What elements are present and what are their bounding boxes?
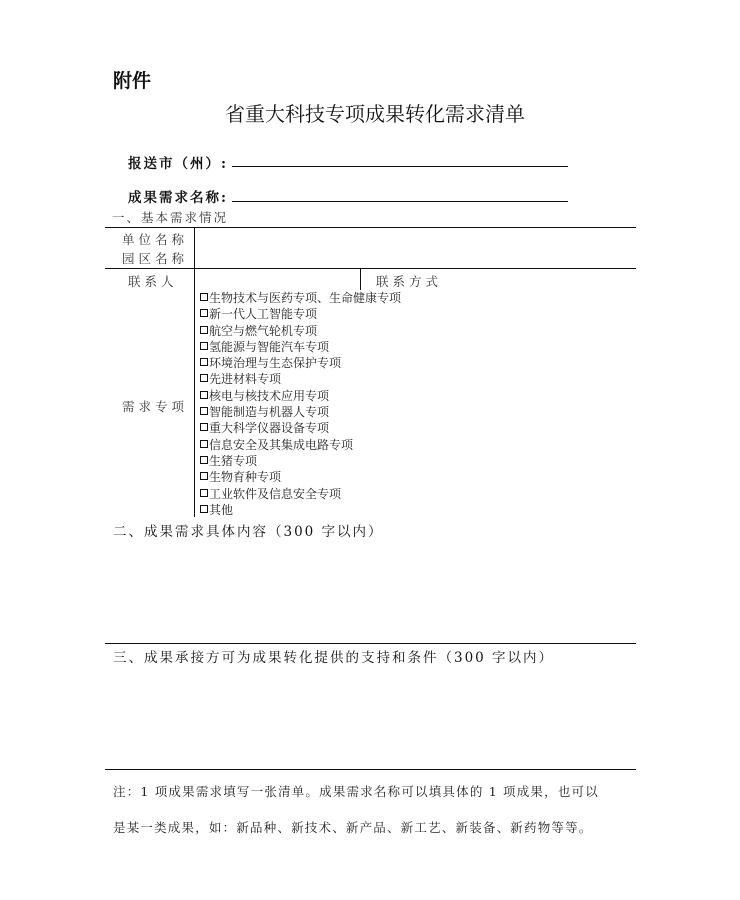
section2-bottom-border [105, 643, 636, 644]
topic-item[interactable]: 智能制造与机器人专项 [200, 404, 401, 420]
city-label: 报送市（州）: [128, 156, 228, 172]
contact-method-field[interactable] [440, 270, 630, 288]
checkbox-icon[interactable] [200, 407, 208, 415]
contact-method-label: 联系方式 [376, 274, 443, 289]
document-title [0, 98, 740, 127]
contact-person-label: 联系人 [128, 274, 178, 289]
city-input-line[interactable] [232, 166, 568, 167]
checkbox-icon[interactable] [200, 326, 208, 334]
unit-name-label: 单位名称 [122, 232, 189, 247]
checkbox-icon[interactable] [200, 374, 208, 382]
section1-heading: 一、基本需求情况 [112, 210, 229, 225]
contact-column-divider [360, 268, 361, 290]
checkbox-icon[interactable] [200, 489, 208, 497]
topic-item[interactable]: 先进材料专项 [200, 371, 401, 387]
park-name-label: 园区名称 [122, 251, 189, 266]
table-row-divider [105, 268, 636, 269]
section2-heading: 二、成果需求具体内容（300 字以内） [113, 524, 384, 540]
topic-item[interactable]: 工业软件及信息安全专项 [200, 486, 401, 502]
topic-item[interactable]: 航空与燃气轮机专项 [200, 323, 401, 339]
attachment-label: 附件 [113, 70, 152, 92]
document-title-text: 省重大科技专项成果转化需求清单 [225, 102, 525, 126]
topic-item[interactable]: 氢能源与智能汽车专项 [200, 339, 401, 355]
topic-item[interactable]: 信息安全及其集成电路专项 [200, 437, 401, 453]
checkbox-icon[interactable] [200, 309, 208, 317]
note-line-1: 注：1 项成果需求填写一张清单。成果需求名称可以填具体的 1 项成果，也可以 [113, 784, 599, 799]
demand-topic-label: 需求专项 [122, 399, 189, 414]
topic-item[interactable]: 新一代人工智能专项 [200, 306, 401, 322]
contact-person-field[interactable] [200, 270, 355, 288]
checkbox-icon[interactable] [200, 440, 208, 448]
checkbox-icon[interactable] [200, 423, 208, 431]
checkbox-icon[interactable] [200, 342, 208, 350]
section3-bottom-border [105, 769, 636, 770]
section3-heading: 三、成果承接方可为成果转化提供的支持和条件（300 字以内） [113, 650, 555, 666]
section2-content-area[interactable] [113, 542, 633, 638]
checkbox-icon[interactable] [200, 391, 208, 399]
section3-content-area[interactable] [113, 668, 633, 764]
note-line-2: 是某一类成果，如：新品种、新技术、新产品、新工艺、新装备、新药物等等。 [113, 820, 593, 835]
checkbox-icon[interactable] [200, 456, 208, 464]
checkbox-icon[interactable] [200, 358, 208, 366]
topic-item[interactable]: 生物技术与医药专项、生命健康专项 [200, 290, 401, 306]
topic-item[interactable]: 核电与核技术应用专项 [200, 388, 401, 404]
topic-item[interactable]: 生物育种专项 [200, 469, 401, 485]
topic-checkbox-list [200, 290, 401, 518]
topic-item[interactable]: 环境治理与生态保护专项 [200, 355, 401, 371]
table-column-divider [194, 227, 195, 517]
topic-item[interactable]: 重大科学仪器设备专项 [200, 420, 401, 436]
topic-item[interactable]: 其他 [200, 502, 401, 518]
checkbox-icon[interactable] [200, 472, 208, 480]
checkbox-icon[interactable] [200, 505, 208, 513]
unit-name-field[interactable] [200, 230, 630, 264]
demand-name-input-line[interactable] [232, 201, 568, 202]
table-top-border [105, 227, 636, 228]
checkbox-icon[interactable] [200, 293, 208, 301]
topic-item[interactable]: 生猪专项 [200, 453, 401, 469]
demand-name-label: 成果需求名称: [128, 190, 228, 206]
